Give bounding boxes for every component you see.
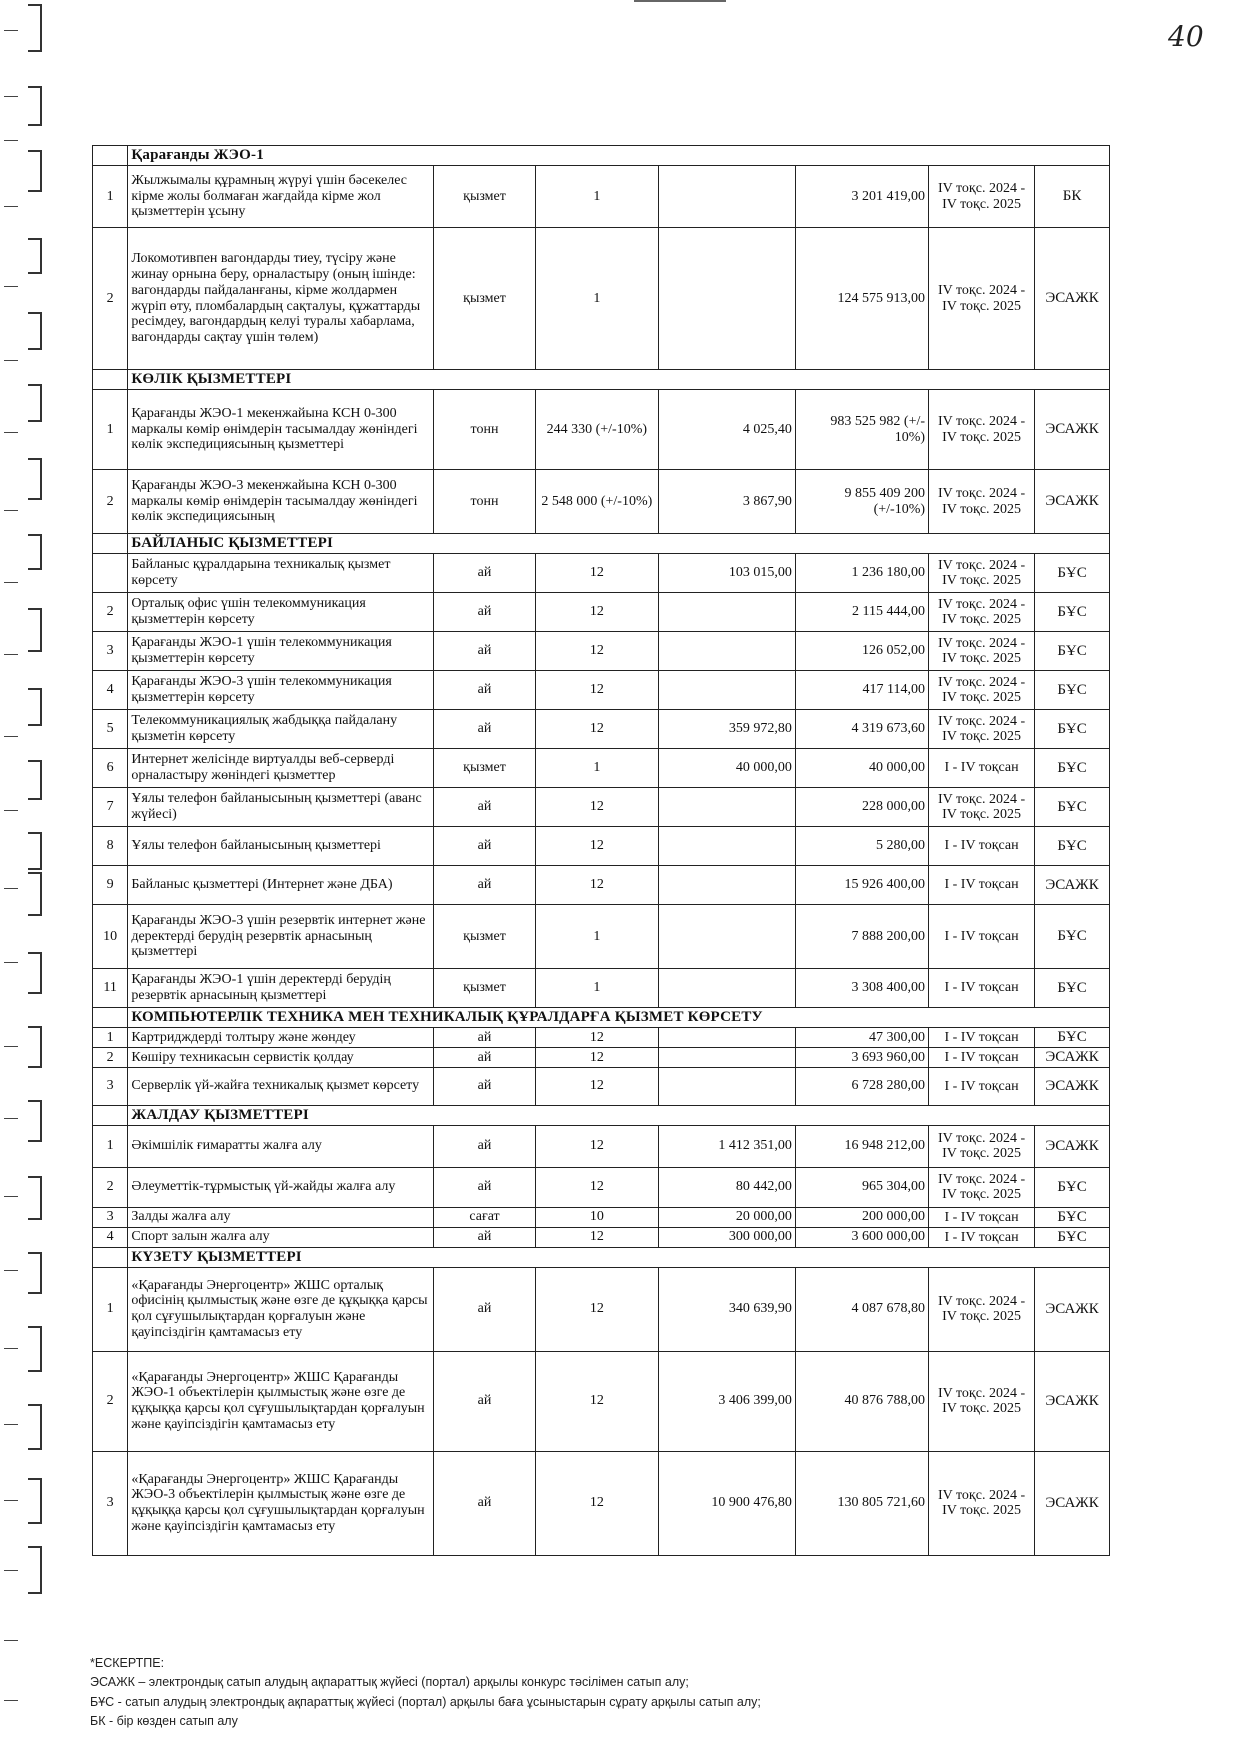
cell-name: Әкімшілік ғимаратты жалға алу bbox=[128, 1125, 434, 1167]
cell-num: 6 bbox=[93, 749, 128, 788]
cell-period: IV тоқс. 2024 - IV тоқс. 2025 bbox=[929, 710, 1035, 749]
cell-name: «Қарағанды Энергоцентр» ЖШС орталық офисінің қылмыстық және өзге де құқыққа қарсы қол сұғушылықтардан қорғалуын және қауіпсіздігін қамтамасыз ету bbox=[128, 1267, 434, 1351]
section-title: БАЙЛАНЫС ҚЫЗМЕТТЕРІ bbox=[128, 534, 1110, 554]
cell-method: ЭСАЖК bbox=[1035, 1067, 1110, 1105]
cell-name: Көшіру техникасын сервистік қолдау bbox=[128, 1047, 434, 1067]
table-row bbox=[93, 1125, 1110, 1167]
table-row bbox=[93, 593, 1110, 632]
cell-period: I - IV тоқсан bbox=[929, 1028, 1035, 1048]
table-row bbox=[93, 554, 1110, 593]
cell-name: Залды жалға алу bbox=[128, 1207, 434, 1227]
binding-dash bbox=[4, 510, 18, 511]
section-num-cell bbox=[93, 1008, 128, 1028]
table-row bbox=[93, 632, 1110, 671]
cell-total: 417 114,00 bbox=[795, 671, 928, 710]
cell-price bbox=[658, 1028, 795, 1048]
cell-num: 3 bbox=[93, 1451, 128, 1555]
cell-unit: ай bbox=[434, 1267, 536, 1351]
table-row bbox=[93, 749, 1110, 788]
cell-unit: ай bbox=[434, 788, 536, 827]
table-row bbox=[93, 390, 1110, 470]
cell-period: I - IV тоқсан bbox=[929, 749, 1035, 788]
section-row bbox=[93, 370, 1110, 390]
cell-method: БҰС bbox=[1035, 1028, 1110, 1048]
cell-method: ЭСАЖК bbox=[1035, 390, 1110, 470]
cell-unit: ай bbox=[434, 554, 536, 593]
cell-method: ЭСАЖК bbox=[1035, 1125, 1110, 1167]
cell-price: 359 972,80 bbox=[658, 710, 795, 749]
cell-total: 47 300,00 bbox=[795, 1028, 928, 1048]
binding-bracket bbox=[28, 1326, 42, 1372]
cell-total: 3 308 400,00 bbox=[795, 969, 928, 1008]
section-title: КОМПЬЮТЕРЛІК ТЕХНИКА МЕН ТЕХНИКАЛЫҚ ҚҰРАЛДАРҒА ҚЫЗМЕТ КӨРСЕТУ bbox=[128, 1008, 1110, 1028]
table-row bbox=[93, 1451, 1110, 1555]
binding-bracket bbox=[28, 312, 42, 350]
cell-num: 7 bbox=[93, 788, 128, 827]
section-title: Қарағанды ЖЭО-1 bbox=[128, 146, 1110, 166]
binding-bracket bbox=[28, 86, 42, 126]
procurement-table bbox=[92, 145, 1110, 1556]
cell-period: IV тоқс. 2024 - IV тоқс. 2025 bbox=[929, 1125, 1035, 1167]
cell-name: Әлеуметтік-тұрмыстық үй-жайды жалға алу bbox=[128, 1167, 434, 1207]
cell-name: Қарағанды ЖЭО-1 үшін деректерді берудің резервтік арнасының қызметтері bbox=[128, 969, 434, 1008]
cell-unit: қызмет bbox=[434, 749, 536, 788]
table-row bbox=[93, 1351, 1110, 1451]
cell-period: IV тоқс. 2024 - IV тоқс. 2025 bbox=[929, 1267, 1035, 1351]
notes-line-bus: БҰС - сатып алудың электрондық ақпараттық жүйесі (портал) арқылы баға ұсыныстарын сұрату арқылы сатып алу; bbox=[90, 1694, 761, 1709]
table-row bbox=[93, 969, 1110, 1008]
binding-bracket bbox=[28, 1176, 42, 1220]
binding-bracket bbox=[28, 150, 42, 192]
cell-qty: 1 bbox=[535, 969, 658, 1008]
cell-total: 4 087 678,80 bbox=[795, 1267, 928, 1351]
table-row bbox=[93, 827, 1110, 866]
cell-period: IV тоқс. 2024 - IV тоқс. 2025 bbox=[929, 1167, 1035, 1207]
binding-dash bbox=[4, 582, 18, 583]
binding-bracket bbox=[28, 4, 42, 52]
cell-total: 1 236 180,00 bbox=[795, 554, 928, 593]
cell-period: IV тоқс. 2024 - IV тоқс. 2025 bbox=[929, 390, 1035, 470]
cell-name: Картридждерді толтыру және жөндеу bbox=[128, 1028, 434, 1048]
binding-dash bbox=[4, 654, 18, 655]
cell-total: 126 052,00 bbox=[795, 632, 928, 671]
cell-qty: 2 548 000 (+/-10%) bbox=[535, 470, 658, 534]
cell-price bbox=[658, 827, 795, 866]
table-row bbox=[93, 866, 1110, 905]
cell-total: 15 926 400,00 bbox=[795, 866, 928, 905]
table-row bbox=[93, 710, 1110, 749]
table-row bbox=[93, 1267, 1110, 1351]
cell-unit: ай bbox=[434, 593, 536, 632]
table-body bbox=[93, 146, 1110, 1556]
table-row bbox=[93, 905, 1110, 969]
cell-total: 3 693 960,00 bbox=[795, 1047, 928, 1067]
cell-total: 983 525 982 (+/- 10%) bbox=[795, 390, 928, 470]
binding-dash bbox=[4, 286, 18, 287]
cell-period: IV тоқс. 2024 - IV тоқс. 2025 bbox=[929, 1351, 1035, 1451]
cell-price bbox=[658, 905, 795, 969]
cell-price bbox=[658, 1047, 795, 1067]
cell-name: Локомотивпен вагондарды тиеу, түсіру және жинау орнына беру, орналастыру (оның ішінде: вагондарды пайдаланғаны, кірме жолдармен жүріп өту, пломбалардың сақталуы, құжаттарды ресімдеу, вагондардың келуі туралы хабарлама, вагондарды сақтау үшін төлем) bbox=[128, 228, 434, 370]
cell-total: 6 728 280,00 bbox=[795, 1067, 928, 1105]
table-row bbox=[93, 228, 1110, 370]
cell-total: 5 280,00 bbox=[795, 827, 928, 866]
cell-qty: 12 bbox=[535, 554, 658, 593]
cell-period: IV тоқс. 2024 - IV тоқс. 2025 bbox=[929, 554, 1035, 593]
binding-bracket bbox=[28, 1404, 42, 1450]
section-num-cell bbox=[93, 1105, 128, 1125]
cell-method: ЭСАЖК bbox=[1035, 1451, 1110, 1555]
cell-num: 2 bbox=[93, 1167, 128, 1207]
cell-num: 2 bbox=[93, 593, 128, 632]
cell-total: 228 000,00 bbox=[795, 788, 928, 827]
cell-unit: ай bbox=[434, 632, 536, 671]
cell-method: БҰС bbox=[1035, 1167, 1110, 1207]
table-row bbox=[93, 1227, 1110, 1247]
cell-name: Байланыс қызметтері (Интернет және ДБА) bbox=[128, 866, 434, 905]
cell-total: 965 304,00 bbox=[795, 1167, 928, 1207]
cell-num: 5 bbox=[93, 710, 128, 749]
cell-num: 1 bbox=[93, 390, 128, 470]
cell-method: БҰС bbox=[1035, 905, 1110, 969]
cell-qty: 1 bbox=[535, 166, 658, 228]
cell-method: БҰС bbox=[1035, 827, 1110, 866]
cell-qty: 12 bbox=[535, 1047, 658, 1067]
cell-num: 1 bbox=[93, 166, 128, 228]
cell-method: БҰС bbox=[1035, 1207, 1110, 1227]
cell-period: IV тоқс. 2024 - IV тоқс. 2025 bbox=[929, 671, 1035, 710]
cell-unit: ай bbox=[434, 827, 536, 866]
cell-unit: ай bbox=[434, 866, 536, 905]
cell-name: Жылжымалы құрамның жүруі үшін бәсекелес кірме жолы болмаған жағдайда кірме жол қызметтерін ұсыну bbox=[128, 166, 434, 228]
cell-period: I - IV тоқсан bbox=[929, 1227, 1035, 1247]
cell-method: ЭСАЖК bbox=[1035, 1267, 1110, 1351]
binding-dash bbox=[4, 1270, 18, 1271]
cell-price: 3 867,90 bbox=[658, 470, 795, 534]
binding-dash bbox=[4, 1046, 18, 1047]
cell-period: IV тоқс. 2024 - IV тоқс. 2025 bbox=[929, 632, 1035, 671]
cell-num bbox=[93, 554, 128, 593]
section-title: КҮЗЕТУ ҚЫЗМЕТТЕРІ bbox=[128, 1247, 1110, 1267]
cell-period: IV тоқс. 2024 - IV тоқс. 2025 bbox=[929, 166, 1035, 228]
section-row bbox=[93, 1008, 1110, 1028]
cell-period: IV тоқс. 2024 - IV тоқс. 2025 bbox=[929, 788, 1035, 827]
binding-bracket bbox=[28, 760, 42, 800]
cell-unit: ай bbox=[434, 1047, 536, 1067]
binding-dash bbox=[4, 888, 18, 889]
cell-qty: 12 bbox=[535, 1028, 658, 1048]
section-num-cell bbox=[93, 1247, 128, 1267]
cell-period: I - IV тоқсан bbox=[929, 1067, 1035, 1105]
section-title: ЖАЛДАУ ҚЫЗМЕТТЕРІ bbox=[128, 1105, 1110, 1125]
cell-period: I - IV тоқсан bbox=[929, 1047, 1035, 1067]
cell-unit: ай bbox=[434, 1067, 536, 1105]
binding-bracket bbox=[28, 872, 42, 916]
cell-num: 9 bbox=[93, 866, 128, 905]
cell-total: 9 855 409 200 (+/-10%) bbox=[795, 470, 928, 534]
cell-name: Интернет желісінде виртуалды веб-серверді орналастыру жөніндегі қызметтер bbox=[128, 749, 434, 788]
section-row bbox=[93, 1105, 1110, 1125]
cell-total: 7 888 200,00 bbox=[795, 905, 928, 969]
cell-qty: 1 bbox=[535, 228, 658, 370]
cell-price bbox=[658, 593, 795, 632]
cell-price bbox=[658, 228, 795, 370]
binding-dash bbox=[4, 1348, 18, 1349]
cell-period: I - IV тоқсан bbox=[929, 1207, 1035, 1227]
cell-unit: қызмет bbox=[434, 969, 536, 1008]
cell-price: 20 000,00 bbox=[658, 1207, 795, 1227]
cell-price: 103 015,00 bbox=[658, 554, 795, 593]
cell-name: Қарағанды ЖЭО-1 мекенжайына КСН 0-300 маркалы көмір өнімдерін тасымалдау жөніндегі көлік экспедициясының қызметтері bbox=[128, 390, 434, 470]
cell-qty: 12 bbox=[535, 632, 658, 671]
binding-dash bbox=[4, 1570, 18, 1571]
cell-unit: ай bbox=[434, 1351, 536, 1451]
cell-num: 8 bbox=[93, 827, 128, 866]
cell-unit: ай bbox=[434, 671, 536, 710]
cell-price: 3 406 399,00 bbox=[658, 1351, 795, 1451]
cell-name: «Қарағанды Энергоцентр» ЖШС Қарағанды ЖЭО-1 объектілерін қылмыстық және өзге де құқыққа қарсы қол сұғушылықтардан қорғалуын және қауіпсіздігін қамтамасыз ету bbox=[128, 1351, 434, 1451]
cell-name: Телекоммуникациялық жабдыққа пайдалану қызметін көрсету bbox=[128, 710, 434, 749]
cell-unit: сағат bbox=[434, 1207, 536, 1227]
cell-price bbox=[658, 969, 795, 1008]
cell-qty: 12 bbox=[535, 1125, 658, 1167]
cell-price bbox=[658, 1067, 795, 1105]
cell-period: I - IV тоқсан bbox=[929, 969, 1035, 1008]
binding-dash bbox=[4, 962, 18, 963]
binding-bracket bbox=[28, 1026, 42, 1068]
binding-dash bbox=[4, 206, 18, 207]
cell-num: 2 bbox=[93, 1047, 128, 1067]
table-row bbox=[93, 1067, 1110, 1105]
binding-bracket bbox=[28, 458, 42, 500]
cell-method: БҰС bbox=[1035, 710, 1110, 749]
cell-price: 40 000,00 bbox=[658, 749, 795, 788]
cell-method: ЭСАЖК bbox=[1035, 866, 1110, 905]
binding-dash bbox=[4, 810, 18, 811]
notes-title: *ЕСКЕРТПЕ: bbox=[90, 1656, 165, 1670]
cell-name: Қарағанды ЖЭО-3 мекенжайына КСН 0-300 маркалы көмір өнімдерін тасымалдау жөніндегі көлік экспедициясының bbox=[128, 470, 434, 534]
binding-bracket bbox=[28, 1252, 42, 1294]
binding-bracket bbox=[28, 832, 42, 870]
cell-num: 1 bbox=[93, 1125, 128, 1167]
cell-price: 300 000,00 bbox=[658, 1227, 795, 1247]
cell-num: 3 bbox=[93, 632, 128, 671]
cell-qty: 12 bbox=[535, 866, 658, 905]
cell-total: 200 000,00 bbox=[795, 1207, 928, 1227]
section-num-cell bbox=[93, 370, 128, 390]
cell-unit: қызмет bbox=[434, 166, 536, 228]
binding-bracket bbox=[28, 688, 42, 726]
cell-num: 3 bbox=[93, 1067, 128, 1105]
binding-dash bbox=[4, 1640, 18, 1641]
cell-name: Ұялы телефон байланысының қызметтері bbox=[128, 827, 434, 866]
cell-unit: ай bbox=[434, 710, 536, 749]
section-title: КӨЛІК ҚЫЗМЕТТЕРІ bbox=[128, 370, 1110, 390]
cell-period: I - IV тоқсан bbox=[929, 905, 1035, 969]
cell-unit: ай bbox=[434, 1167, 536, 1207]
cell-qty: 12 bbox=[535, 1451, 658, 1555]
cell-qty: 12 bbox=[535, 710, 658, 749]
cell-num: 2 bbox=[93, 1351, 128, 1451]
cell-method: БҰС bbox=[1035, 593, 1110, 632]
cell-method: БК bbox=[1035, 166, 1110, 228]
cell-qty: 12 bbox=[535, 593, 658, 632]
cell-name: Орталық офис үшін телекоммуникация қызметтерін көрсету bbox=[128, 593, 434, 632]
binding-bracket bbox=[28, 1100, 42, 1142]
binding-dash bbox=[4, 1196, 18, 1197]
binding-bracket bbox=[28, 608, 42, 652]
cell-qty: 12 bbox=[535, 827, 658, 866]
cell-method: БҰС bbox=[1035, 749, 1110, 788]
cell-total: 130 805 721,60 bbox=[795, 1451, 928, 1555]
cell-qty: 12 bbox=[535, 788, 658, 827]
binding-bracket bbox=[28, 1546, 42, 1594]
section-row bbox=[93, 146, 1110, 166]
cell-qty: 12 bbox=[535, 1267, 658, 1351]
cell-price bbox=[658, 788, 795, 827]
cell-name: «Қарағанды Энергоцентр» ЖШС Қарағанды ЖЭО-3 объектілерін қылмыстық және өзге де құқыққа қарсы қол сұғушылықтардан қорғалуын және қауіпсіздігін қамтамасыз ету bbox=[128, 1451, 434, 1555]
cell-unit: ай bbox=[434, 1125, 536, 1167]
binding-dash bbox=[4, 30, 18, 31]
notes-line-esazhk: ЭСАЖК – электрондық сатып алудың ақпараттық жүйесі (портал) арқылы конкурс тәсілімен сатып алу; bbox=[90, 1675, 689, 1690]
cell-unit: қызмет bbox=[434, 905, 536, 969]
notes-line-bk: БК - бір көзден сатып алу bbox=[90, 1714, 238, 1729]
section-row bbox=[93, 1247, 1110, 1267]
cell-name: Байланыс құралдарына техникалық қызмет көрсету bbox=[128, 554, 434, 593]
cell-qty: 1 bbox=[535, 749, 658, 788]
table-row bbox=[93, 1207, 1110, 1227]
cell-period: I - IV тоқсан bbox=[929, 866, 1035, 905]
cell-price: 80 442,00 bbox=[658, 1167, 795, 1207]
table-row bbox=[93, 1028, 1110, 1048]
cell-unit: қызмет bbox=[434, 228, 536, 370]
cell-unit: тонн bbox=[434, 470, 536, 534]
cell-qty: 10 bbox=[535, 1207, 658, 1227]
binding-dash bbox=[4, 1424, 18, 1425]
cell-total: 16 948 212,00 bbox=[795, 1125, 928, 1167]
cell-period: IV тоқс. 2024 - IV тоқс. 2025 bbox=[929, 1451, 1035, 1555]
cell-total: 3 600 000,00 bbox=[795, 1227, 928, 1247]
cell-period: I - IV тоқсан bbox=[929, 827, 1035, 866]
cell-name: Қарағанды ЖЭО-3 үшін резервтік интернет және деректерді берудің резервтік арнасының қызметтері bbox=[128, 905, 434, 969]
cell-method: БҰС bbox=[1035, 554, 1110, 593]
cell-method: ЭСАЖК bbox=[1035, 1351, 1110, 1451]
cell-num: 2 bbox=[93, 228, 128, 370]
cell-method: ЭСАЖК bbox=[1035, 228, 1110, 370]
cell-total: 3 201 419,00 bbox=[795, 166, 928, 228]
cell-method: БҰС bbox=[1035, 1227, 1110, 1247]
cell-name: Серверлік үй-жайға техникалық қызмет көрсету bbox=[128, 1067, 434, 1105]
table-row bbox=[93, 788, 1110, 827]
cell-num: 3 bbox=[93, 1207, 128, 1227]
cell-price bbox=[658, 866, 795, 905]
page-number: 40 bbox=[1168, 20, 1204, 53]
table-row bbox=[93, 1047, 1110, 1067]
binding-dash bbox=[4, 1500, 18, 1501]
cell-qty: 12 bbox=[535, 1167, 658, 1207]
section-num-cell bbox=[93, 534, 128, 554]
cell-unit: тонн bbox=[434, 390, 536, 470]
binding-dash bbox=[4, 96, 18, 97]
cell-period: IV тоқс. 2024 - IV тоқс. 2025 bbox=[929, 470, 1035, 534]
table-row bbox=[93, 1167, 1110, 1207]
cell-unit: ай bbox=[434, 1028, 536, 1048]
table-row bbox=[93, 470, 1110, 534]
cell-name: Қарағанды ЖЭО-1 үшін телекоммуникация қызметтерін көрсету bbox=[128, 632, 434, 671]
top-rule bbox=[634, 0, 726, 2]
cell-num: 4 bbox=[93, 1227, 128, 1247]
cell-method: БҰС bbox=[1035, 671, 1110, 710]
cell-price bbox=[658, 671, 795, 710]
cell-qty: 12 bbox=[535, 671, 658, 710]
cell-total: 4 319 673,60 bbox=[795, 710, 928, 749]
cell-num: 1 bbox=[93, 1267, 128, 1351]
cell-num: 4 bbox=[93, 671, 128, 710]
binding-dash bbox=[4, 1118, 18, 1119]
cell-period: IV тоқс. 2024 - IV тоқс. 2025 bbox=[929, 593, 1035, 632]
cell-qty: 12 bbox=[535, 1227, 658, 1247]
cell-num: 2 bbox=[93, 470, 128, 534]
cell-total: 124 575 913,00 bbox=[795, 228, 928, 370]
section-num-cell bbox=[93, 146, 128, 166]
section-row bbox=[93, 534, 1110, 554]
cell-price: 1 412 351,00 bbox=[658, 1125, 795, 1167]
cell-unit: ай bbox=[434, 1227, 536, 1247]
cell-price: 10 900 476,80 bbox=[658, 1451, 795, 1555]
cell-method: ЭСАЖК bbox=[1035, 470, 1110, 534]
cell-price bbox=[658, 166, 795, 228]
binding-bracket bbox=[28, 384, 42, 422]
binding-dash bbox=[4, 1700, 18, 1701]
cell-total: 40 000,00 bbox=[795, 749, 928, 788]
binding-bracket bbox=[28, 1478, 42, 1524]
binding-margin bbox=[0, 0, 52, 1754]
cell-total: 2 115 444,00 bbox=[795, 593, 928, 632]
cell-unit: ай bbox=[434, 1451, 536, 1555]
cell-total: 40 876 788,00 bbox=[795, 1351, 928, 1451]
notes-block bbox=[90, 1654, 1170, 1732]
cell-price: 4 025,40 bbox=[658, 390, 795, 470]
cell-period: IV тоқс. 2024 - IV тоқс. 2025 bbox=[929, 228, 1035, 370]
cell-method: БҰС bbox=[1035, 632, 1110, 671]
cell-qty: 244 330 (+/-10%) bbox=[535, 390, 658, 470]
binding-dash bbox=[4, 140, 18, 141]
cell-name: Спорт залын жалға алу bbox=[128, 1227, 434, 1247]
cell-qty: 12 bbox=[535, 1067, 658, 1105]
cell-method: ЭСАЖК bbox=[1035, 1047, 1110, 1067]
table-row bbox=[93, 166, 1110, 228]
cell-num: 11 bbox=[93, 969, 128, 1008]
binding-dash bbox=[4, 432, 18, 433]
binding-dash bbox=[4, 736, 18, 737]
cell-price bbox=[658, 632, 795, 671]
table-row bbox=[93, 671, 1110, 710]
cell-name: Қарағанды ЖЭО-3 үшін телекоммуникация қызметтерін көрсету bbox=[128, 671, 434, 710]
cell-qty: 1 bbox=[535, 905, 658, 969]
cell-qty: 12 bbox=[535, 1351, 658, 1451]
cell-name: Ұялы телефон байланысының қызметтері (аванс жүйесі) bbox=[128, 788, 434, 827]
binding-bracket bbox=[28, 534, 42, 570]
cell-method: БҰС bbox=[1035, 788, 1110, 827]
binding-dash bbox=[4, 360, 18, 361]
cell-num: 10 bbox=[93, 905, 128, 969]
cell-price: 340 639,90 bbox=[658, 1267, 795, 1351]
binding-bracket bbox=[28, 952, 42, 994]
cell-method: БҰС bbox=[1035, 969, 1110, 1008]
cell-num: 1 bbox=[93, 1028, 128, 1048]
binding-bracket bbox=[28, 238, 42, 274]
